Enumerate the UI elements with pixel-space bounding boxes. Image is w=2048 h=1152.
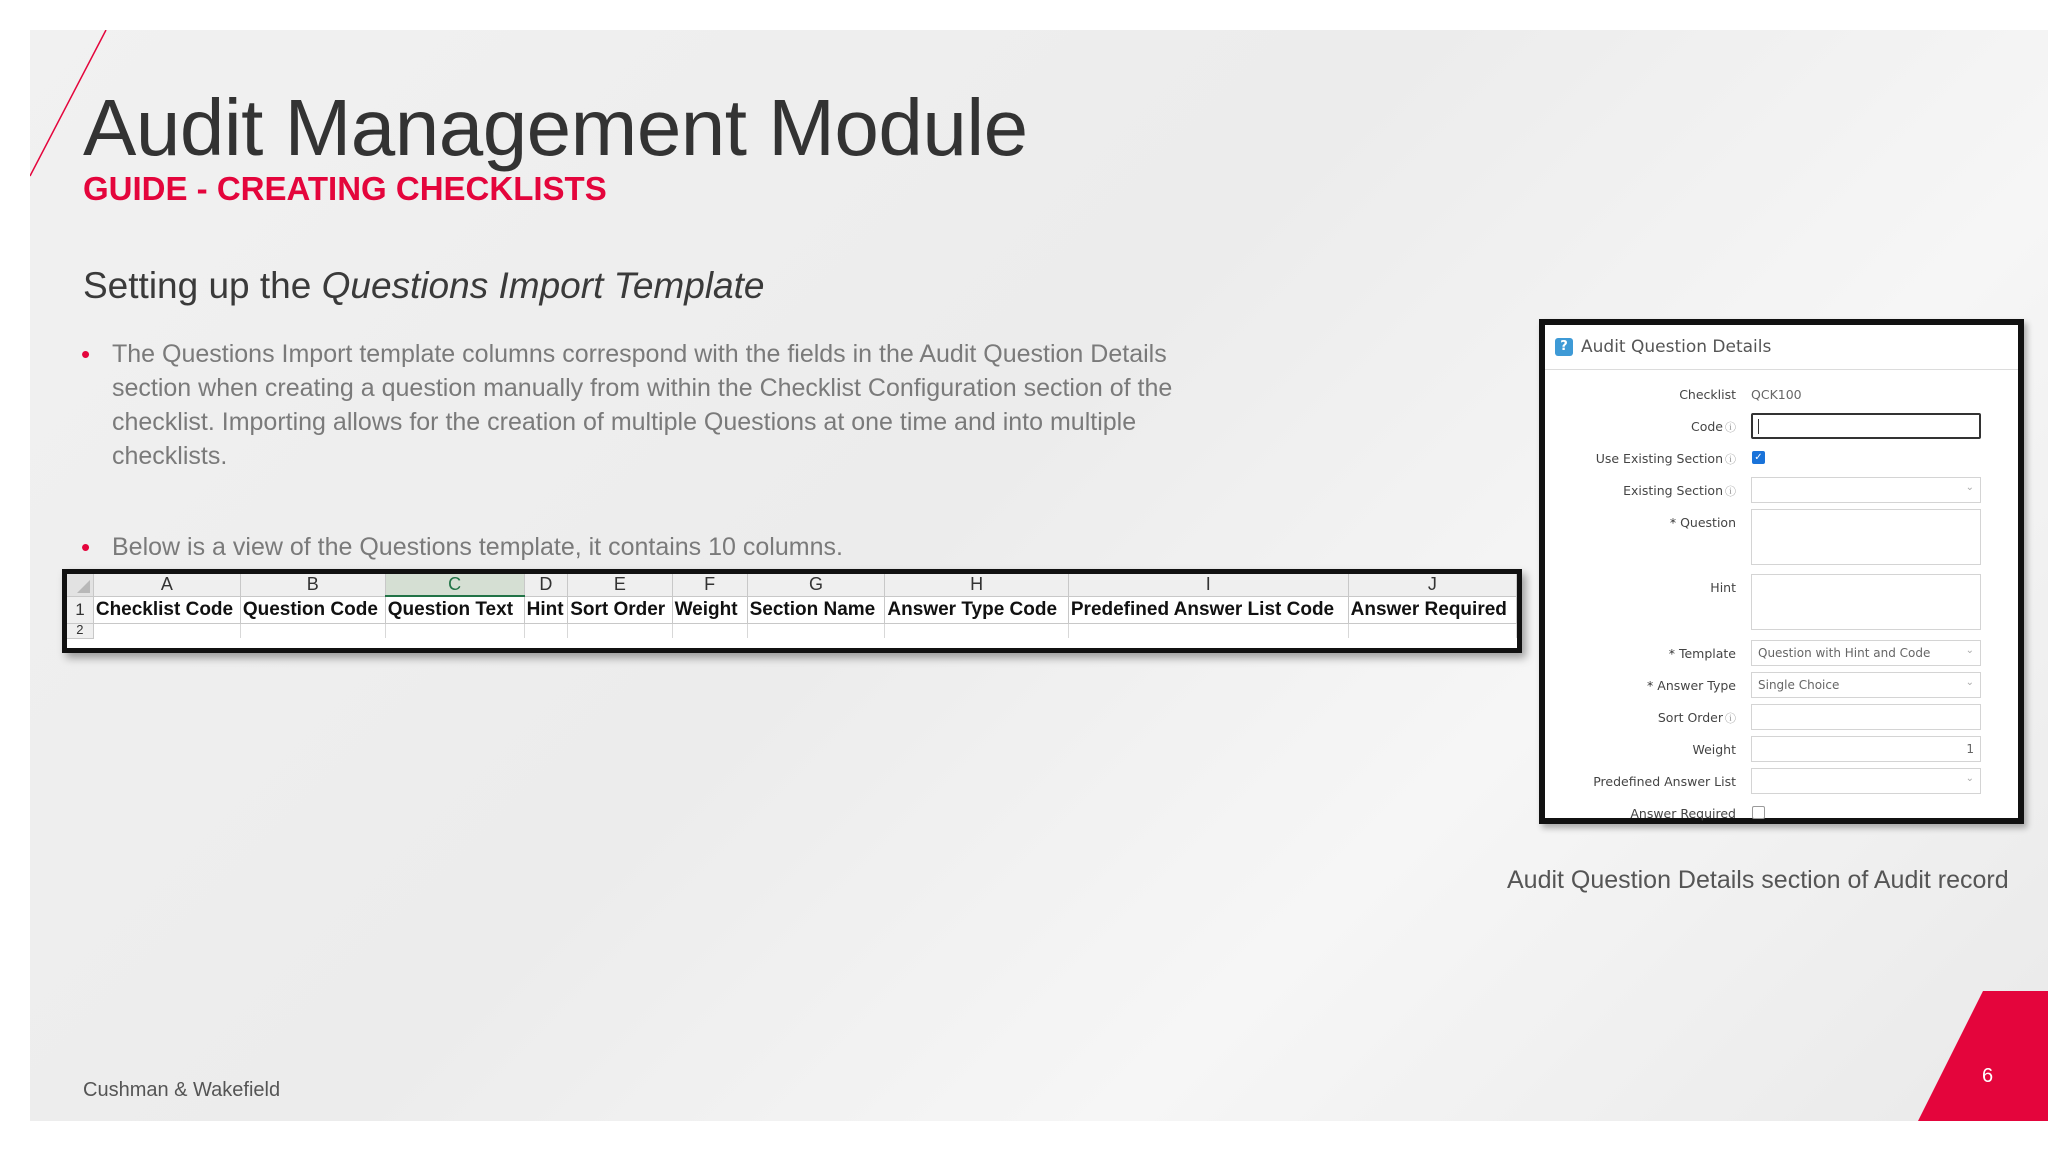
predefined-answer-list-select[interactable] xyxy=(1751,768,1981,794)
required-marker: * xyxy=(1669,515,1681,530)
code-input[interactable] xyxy=(1751,413,1981,439)
label-text: Answer Type xyxy=(1657,678,1736,693)
column-header-i: I xyxy=(1068,574,1348,596)
chevron-down-icon: ⌄ xyxy=(1965,773,1974,784)
field-code xyxy=(1545,413,2018,443)
empty-cell xyxy=(1348,624,1516,639)
section-heading xyxy=(83,265,764,307)
empty-cell xyxy=(385,624,524,639)
chevron-down-icon: ⌄ xyxy=(1965,677,1974,688)
field-hint xyxy=(1545,574,2018,604)
bullet-item xyxy=(81,530,1192,564)
empty-cell xyxy=(240,624,385,639)
footer-company: Cushman & Wakefield xyxy=(83,1079,281,1101)
column-header-e: E xyxy=(568,574,672,596)
field-label: Answer Required xyxy=(1630,806,1736,821)
empty-cell xyxy=(747,624,885,639)
section-heading-emphasis: Questions Import Template xyxy=(321,265,765,306)
answer-required-checkbox[interactable] xyxy=(1752,806,1765,819)
column-header-d: D xyxy=(524,574,568,596)
spreadsheet-screenshot xyxy=(62,569,1522,653)
bullet-text: The Questions Import template columns correspond with the fields in the Audit Question Details section when creating a question manually from within the Checklist Configuration section of the checklist. Importing allows for the creation of multiple Questions at one time and into multiple checklists. xyxy=(112,340,1173,470)
select-value: Question with Hint and Code xyxy=(1758,646,1931,660)
row-number: 2 xyxy=(67,624,93,639)
header-cell: Sort Order xyxy=(568,596,672,624)
field-label xyxy=(1658,710,1736,726)
panel-caption: Audit Question Details section of Audit record xyxy=(1507,866,2009,894)
sort-order-input[interactable] xyxy=(1751,704,1981,730)
header-cell: Question Text xyxy=(385,596,524,624)
field-answer-required xyxy=(1545,800,2018,830)
column-header-b: B xyxy=(240,574,385,596)
column-header-f: F xyxy=(672,574,747,596)
weight-input[interactable]: 1 xyxy=(1751,736,1981,762)
existing-section-select[interactable] xyxy=(1751,477,1981,503)
field-label: Weight xyxy=(1692,742,1736,757)
header-cell: Predefined Answer List Code xyxy=(1068,596,1348,624)
header-cell: Question Code xyxy=(240,596,385,624)
info-icon: ⓘ xyxy=(1725,421,1736,434)
column-header-c: C xyxy=(385,574,524,596)
column-header-h: H xyxy=(885,574,1068,596)
info-icon: ⓘ xyxy=(1725,485,1736,498)
field-label: Hint xyxy=(1710,580,1736,595)
hint-textarea[interactable] xyxy=(1751,574,1981,630)
slide-subtitle: GUIDE - CREATING CHECKLISTS xyxy=(83,170,607,207)
field-label xyxy=(1670,515,1736,530)
required-marker: * xyxy=(1668,646,1679,661)
select-value: Single Choice xyxy=(1758,678,1840,692)
field-label: Checklist xyxy=(1679,387,1736,402)
header-cell: Checklist Code xyxy=(93,596,240,624)
table-row xyxy=(67,624,1517,639)
bullet-item xyxy=(81,337,1192,473)
template-select[interactable] xyxy=(1751,640,1981,666)
field-weight xyxy=(1545,736,2018,766)
label-text: Template xyxy=(1678,646,1736,661)
required-marker: * xyxy=(1647,678,1658,693)
panel-title: Audit Question Details xyxy=(1581,337,1772,357)
corner-accent-shape xyxy=(1918,981,2048,1121)
slide xyxy=(30,30,2048,1121)
column-letter-row xyxy=(67,574,1517,596)
chevron-down-icon: ⌄ xyxy=(1965,482,1974,493)
field-existing-section xyxy=(1545,477,2018,507)
field-use-existing-section xyxy=(1545,445,2018,475)
bullet-text: Below is a view of the Questions template, it contains 10 columns. xyxy=(112,533,843,561)
field-sort-order xyxy=(1545,704,2018,734)
help-icon: ? xyxy=(1555,338,1573,356)
label-text: Question xyxy=(1680,515,1736,530)
empty-cell xyxy=(568,624,672,639)
use-existing-section-checkbox[interactable]: ✓ xyxy=(1752,451,1765,464)
header-cell: Weight xyxy=(672,596,747,624)
field-template xyxy=(1545,640,2018,670)
label-text: Use Existing Section xyxy=(1595,451,1723,466)
field-label xyxy=(1623,483,1736,499)
section-heading-prefix: Setting up the xyxy=(83,265,322,306)
bullet-dot: • xyxy=(81,339,91,369)
field-answer-type xyxy=(1545,672,2018,702)
field-label xyxy=(1647,678,1736,693)
panel-header xyxy=(1545,325,2018,370)
info-icon: ⓘ xyxy=(1725,712,1736,725)
audit-question-details-panel xyxy=(1539,319,2024,824)
header-cell: Section Name xyxy=(747,596,885,624)
field-label xyxy=(1596,451,1736,467)
question-textarea[interactable] xyxy=(1751,509,1981,565)
field-label xyxy=(1691,419,1736,435)
empty-cell xyxy=(885,624,1068,639)
select-all-corner xyxy=(67,574,93,596)
empty-cell xyxy=(672,624,747,639)
column-header-j: J xyxy=(1348,574,1516,596)
field-predefined-answer-list xyxy=(1545,768,2018,798)
chevron-down-icon: ⌄ xyxy=(1965,645,1974,656)
answer-type-select[interactable] xyxy=(1751,672,1981,698)
row-number: 1 xyxy=(67,596,93,624)
header-cell: Answer Type Code xyxy=(885,596,1068,624)
label-text: Code xyxy=(1690,419,1723,434)
label-text: Existing Section xyxy=(1623,483,1723,498)
info-icon: ⓘ xyxy=(1725,453,1736,466)
slide-title: Audit Management Module xyxy=(83,83,1028,172)
column-header-g: G xyxy=(747,574,885,596)
field-question xyxy=(1545,509,2018,539)
checklist-value: QCK100 xyxy=(1751,387,1802,402)
spreadsheet-table xyxy=(67,574,1517,639)
empty-cell xyxy=(524,624,568,639)
bullet-dot: • xyxy=(81,532,91,562)
page-number: 6 xyxy=(1982,1065,1994,1087)
empty-cell xyxy=(93,624,240,639)
label-text: Sort Order xyxy=(1657,710,1723,725)
field-label xyxy=(1669,646,1736,661)
header-cell: Answer Required xyxy=(1348,596,1516,624)
column-header-a: A xyxy=(93,574,240,596)
header-cell: Hint xyxy=(524,596,568,624)
empty-cell xyxy=(1068,624,1348,639)
table-row xyxy=(67,596,1517,624)
field-checklist xyxy=(1545,381,2018,411)
field-label: Predefined Answer List xyxy=(1593,774,1736,789)
